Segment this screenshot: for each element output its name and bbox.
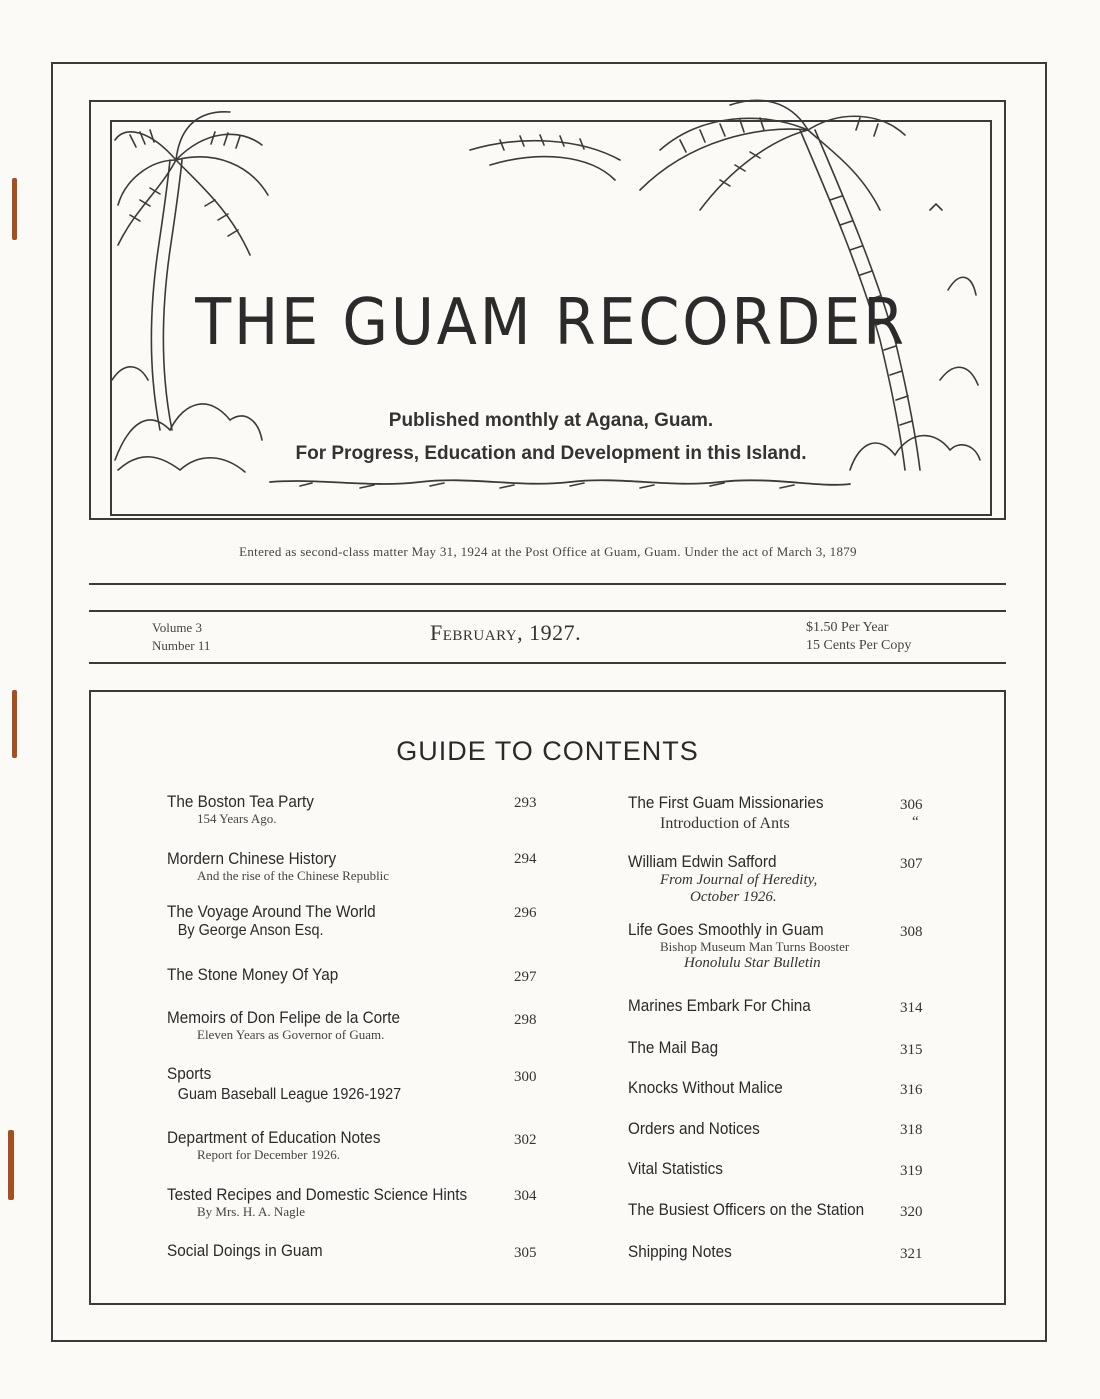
entry-page: 294 xyxy=(514,851,537,867)
entry-title: The Boston Tea Party xyxy=(167,792,314,811)
palm-tree-illustration xyxy=(0,0,1100,520)
divider-rule xyxy=(89,662,1006,664)
entry-page: 297 xyxy=(514,969,537,985)
contents-entry xyxy=(167,1128,404,1163)
entry-title: William Edwin Safford xyxy=(628,852,777,871)
contents-entry xyxy=(628,1242,743,1262)
entry-subtitle: 154 Years Ago. xyxy=(197,811,277,826)
price-per-copy: 15 Cents Per Copy xyxy=(806,638,912,653)
entry-page-ditto: “ xyxy=(912,814,919,830)
contents-entry xyxy=(628,1078,800,1098)
contents-entry xyxy=(167,849,389,884)
entry-title: The Mail Bag xyxy=(628,1038,719,1057)
contents-entry xyxy=(628,1200,890,1220)
entry-title: Department of Education Notes xyxy=(167,1128,381,1147)
contents-entry xyxy=(167,1008,426,1043)
entry-page: 306 xyxy=(900,797,923,813)
entry-title: Sports xyxy=(167,1064,212,1083)
contents-entry xyxy=(167,792,330,827)
entry-subtitle: Guam Baseball League 1926-1927 xyxy=(177,1086,402,1103)
entry-subtitle: Eleven Years as Governor of Guam. xyxy=(197,1027,385,1042)
masthead-subtitle-motto: For Progress, Education and Development in this Island. xyxy=(295,443,807,464)
issue-volume: Volume 3 xyxy=(152,620,202,635)
entry-page: 298 xyxy=(514,1012,537,1028)
entry-title: Vital Statistics xyxy=(628,1159,723,1178)
contents-title: GUIDE TO CONTENTS xyxy=(396,736,699,766)
entry-subtitle: Introduction of Ants xyxy=(660,815,790,832)
entry-subtitle: Bishop Museum Man Turns Booster xyxy=(660,939,850,954)
contents-entry xyxy=(628,852,817,906)
entry-page: 308 xyxy=(900,924,923,940)
contents-entry xyxy=(628,1159,734,1179)
entry-page: 302 xyxy=(514,1132,537,1148)
masthead-subtitle-publication: Published monthly at Agana, Guam. xyxy=(388,410,714,431)
entry-page: 319 xyxy=(900,1163,923,1179)
entry-page: 315 xyxy=(900,1042,923,1058)
entry-title: Shipping Notes xyxy=(628,1242,732,1261)
issue-price xyxy=(806,619,911,655)
entry-title: The Busiest Officers on the Station xyxy=(628,1200,865,1219)
divider-rule xyxy=(89,610,1006,612)
entry-subtitle: From Journal of Heredity, xyxy=(660,872,818,888)
entry-page: 304 xyxy=(514,1188,537,1204)
masthead-title: THE GUAM RECORDER xyxy=(195,286,907,360)
issue-date: February, 1927. xyxy=(430,620,582,645)
entry-page: 307 xyxy=(900,856,923,872)
entry-page: 300 xyxy=(514,1069,537,1085)
binding-stain xyxy=(8,1130,14,1200)
issue-volume-number xyxy=(152,619,210,655)
entry-title: Knocks Without Malice xyxy=(628,1078,783,1097)
entry-title: Social Doings in Guam xyxy=(167,1241,323,1260)
entered-notice: Entered as second-class matter May 31, 1924 at the Post Office at Guam, Guam. Under the act of March 3, 1879 xyxy=(239,544,857,559)
contents-entry xyxy=(628,1038,728,1058)
entry-title: Marines Embark For China xyxy=(628,996,811,1015)
divider-rule xyxy=(89,583,1006,585)
entry-subtitle-continued: Honolulu Star Bulletin xyxy=(684,955,821,971)
entry-subtitle-continued: October 1926. xyxy=(690,889,777,905)
entry-title: The Stone Money Of Yap xyxy=(167,965,339,984)
entry-page: 321 xyxy=(900,1246,923,1262)
entry-subtitle: Report for December 1926. xyxy=(197,1147,340,1162)
contents-entry xyxy=(628,793,845,833)
entry-title: The First Guam Missionaries xyxy=(628,793,824,812)
issue-number: Number 11 xyxy=(152,638,211,653)
entry-title: Life Goes Smoothly in Guam xyxy=(628,920,824,939)
binding-stain xyxy=(12,690,17,758)
entry-title: Memoirs of Don Felipe de la Corte xyxy=(167,1008,401,1027)
contents-entry xyxy=(628,920,849,972)
entry-page: 314 xyxy=(900,1000,923,1016)
contents-entry xyxy=(167,965,357,985)
entry-subtitle: By Mrs. H. A. Nagle xyxy=(197,1204,305,1219)
entry-page: 305 xyxy=(514,1245,537,1261)
contents-entry xyxy=(628,1119,774,1139)
price-per-year: $1.50 Per Year xyxy=(806,620,889,635)
contents-entry xyxy=(167,1185,501,1220)
entry-page: 296 xyxy=(514,905,537,921)
entry-title: The Voyage Around The World xyxy=(167,902,376,921)
entry-title: Tested Recipes and Domestic Science Hints xyxy=(167,1185,468,1204)
contents-entry xyxy=(628,996,831,1016)
entry-title: Mordern Chinese History xyxy=(167,849,337,868)
entry-title: Orders and Notices xyxy=(628,1119,760,1138)
entry-page: 316 xyxy=(900,1082,923,1098)
entry-page: 293 xyxy=(514,795,537,811)
entry-subtitle: And the rise of the Chinese Republic xyxy=(197,868,390,883)
entry-subtitle: By George Anson Esq. xyxy=(177,922,324,939)
contents-entry xyxy=(167,902,399,940)
contents-entry xyxy=(167,1241,340,1261)
entry-page: 320 xyxy=(900,1204,923,1220)
entry-page: 318 xyxy=(900,1122,923,1138)
contents-entry xyxy=(167,1064,427,1104)
